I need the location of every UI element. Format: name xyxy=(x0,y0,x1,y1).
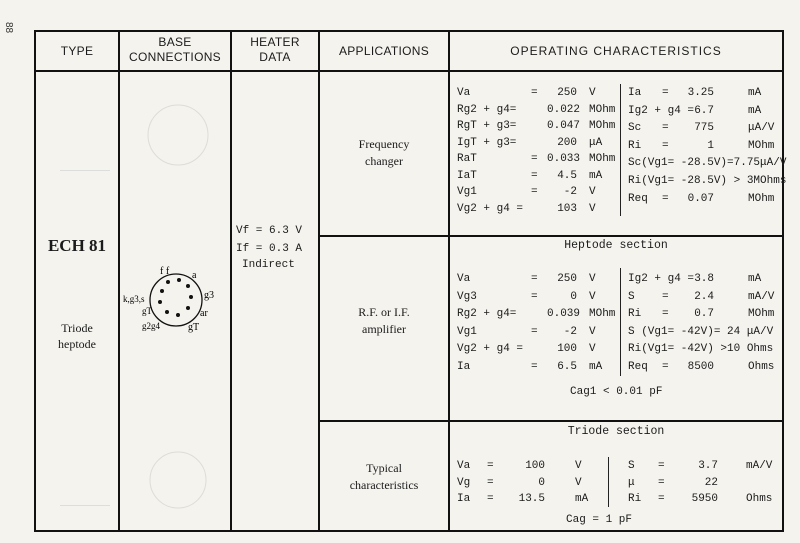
param-eq: = xyxy=(531,169,538,182)
param-eq: = xyxy=(658,493,665,505)
param-eq: = xyxy=(531,186,538,198)
pin-label-top-right: a xyxy=(192,270,197,281)
param-label: RaT xyxy=(457,153,477,165)
pin-dot xyxy=(165,310,169,314)
param-label: Rg2 + g4= xyxy=(457,103,517,116)
pin-dot xyxy=(186,284,190,288)
pin-label-bottom-right: gT xyxy=(188,322,200,333)
param-label: Rg2 + g4= xyxy=(457,308,517,320)
param-label: Vg2 + g4 = xyxy=(457,343,524,355)
param-unit: V xyxy=(589,202,596,215)
header-base-connections: BASE CONNECTIONS xyxy=(129,35,221,64)
param-label: S xyxy=(628,290,635,303)
param-eq: = xyxy=(487,476,494,489)
param-label: IgT + g3= xyxy=(457,136,517,149)
param-eq: = xyxy=(662,122,669,135)
heptode-section-title: Heptode section xyxy=(564,239,668,252)
param-unit: MOhm xyxy=(589,120,616,132)
param-value: 0 xyxy=(570,290,577,303)
param-label: Sc(Vg1= -28.5V)=7.75μA/V xyxy=(628,157,787,170)
param-value: 0 xyxy=(538,476,545,489)
param-unit: Ohms xyxy=(748,360,775,373)
param-label: Ri xyxy=(628,139,642,152)
param-value: 22 xyxy=(704,476,718,489)
param-unit: mA xyxy=(748,104,762,117)
param-value: 200 xyxy=(557,136,577,149)
application-frequency-changer: Frequency changer xyxy=(358,137,410,168)
param-label: Ri xyxy=(628,493,642,505)
param-label: Req xyxy=(628,360,648,373)
param-eq: = xyxy=(662,192,669,205)
param-eq: = xyxy=(662,139,669,152)
param-unit: V xyxy=(589,186,596,198)
param-label: Ri xyxy=(628,308,642,320)
param-value: 0.033 xyxy=(547,153,581,165)
header-heater-data: HEATER DATA xyxy=(250,35,300,64)
param-label: Vg1 xyxy=(457,325,477,338)
param-value: 0.022 xyxy=(547,103,581,116)
param-eq: = xyxy=(662,360,669,373)
pin-dot xyxy=(160,289,164,293)
param-value: 13.5 xyxy=(518,493,545,505)
heater-vf: Vf = 6.3 V xyxy=(236,225,303,237)
param-label: Ia xyxy=(457,493,471,505)
param-value: 4.5 xyxy=(557,169,577,182)
param-eq: = xyxy=(531,153,538,165)
param-eq: = xyxy=(531,87,538,99)
param-unit: V xyxy=(575,476,582,489)
param-unit: V xyxy=(589,87,596,99)
param-unit: MOhm xyxy=(589,308,616,320)
param-label: Va xyxy=(457,273,471,285)
pin-label-left-mid: gT xyxy=(142,306,152,316)
param-label: Va xyxy=(457,460,471,472)
param-label: Vg3 xyxy=(457,290,477,303)
base-circle xyxy=(150,274,202,326)
param-value: 6.5 xyxy=(557,360,577,373)
param-value: 0.039 xyxy=(547,308,581,320)
application-typical-characteristics: Typical characteristics xyxy=(349,461,419,492)
param-label: Va xyxy=(457,87,471,99)
param-label: Vg xyxy=(457,476,471,489)
param-value: 0.7 xyxy=(694,308,714,320)
param-label: S (Vg1= -42V)= 24 μA/V xyxy=(628,325,774,338)
param-label: Ia xyxy=(628,87,642,99)
param-eq: = xyxy=(658,476,665,489)
param-eq: = xyxy=(531,325,538,338)
tube-description: Triode heptode xyxy=(58,321,96,351)
param-value: 6.7 xyxy=(694,104,714,117)
param-value: 100 xyxy=(557,343,577,355)
param-unit: mA xyxy=(589,360,603,373)
param-value: 0.07 xyxy=(687,192,714,205)
pin-dot xyxy=(186,306,190,310)
param-unit: V xyxy=(589,325,596,338)
param-label: Vg1 xyxy=(457,186,477,198)
param-unit: mA xyxy=(589,169,603,182)
param-label: Ri(Vg1= -42V) >10 Ohms xyxy=(628,343,774,355)
param-label: IaT xyxy=(457,169,477,182)
param-unit: μA xyxy=(589,136,603,149)
param-unit: V xyxy=(589,290,596,303)
param-label: Ia xyxy=(457,360,471,373)
param-label: Ig2 + g4 = xyxy=(628,104,695,117)
param-value: 3.7 xyxy=(698,460,718,472)
param-value: 2.4 xyxy=(694,290,714,303)
param-unit: MOhm xyxy=(748,308,775,320)
param-label: Req xyxy=(628,192,648,205)
param-unit: MOhm xyxy=(748,192,775,205)
param-value: 0.047 xyxy=(547,120,581,132)
param-value: -2 xyxy=(563,186,577,198)
param-label: Vg2 + g4 = xyxy=(457,202,524,215)
param-eq: = xyxy=(531,290,538,303)
header-type: TYPE xyxy=(60,44,94,58)
pin-dot xyxy=(177,278,181,282)
param-value: 103 xyxy=(557,202,577,215)
application-rf-if-amplifier: R.F. or I.F. amplifier xyxy=(358,305,410,336)
param-eq: = xyxy=(487,493,494,505)
param-value: 3.8 xyxy=(694,273,714,285)
pin-label-top: f f xyxy=(160,266,170,277)
bleed-through-mark xyxy=(60,485,110,506)
bleed-through-circle xyxy=(138,440,218,520)
pin-label-right-bottom: ar xyxy=(200,308,208,319)
param-unit: mA/V xyxy=(746,460,773,472)
header-applications: APPLICATIONS xyxy=(338,44,430,58)
param-unit: μA/V xyxy=(748,122,775,135)
param-eq: = xyxy=(662,308,669,320)
tube-type: ECH 81 xyxy=(47,236,107,255)
param-value: 5950 xyxy=(691,493,718,505)
param-unit: MOhm xyxy=(748,139,775,152)
param-unit: V xyxy=(589,273,596,285)
param-unit: Ohms xyxy=(746,493,773,505)
bleed-through-circle xyxy=(138,95,218,175)
param-value: 3.25 xyxy=(687,87,714,99)
pin-dot xyxy=(176,313,180,317)
param-unit: V xyxy=(575,460,582,472)
heptode-cag1-note: Cag1 < 0.01 pF xyxy=(570,386,663,398)
param-value: 775 xyxy=(694,122,714,135)
heater-type: Indirect xyxy=(242,259,295,271)
param-unit: mA xyxy=(575,493,589,505)
triode-section-title: Triode section xyxy=(567,425,665,438)
param-value: 250 xyxy=(557,87,577,99)
page-number: 88 xyxy=(3,21,15,34)
param-value: 100 xyxy=(525,460,545,472)
param-eq: = xyxy=(531,360,538,373)
param-unit: V xyxy=(589,343,596,355)
param-unit: mA xyxy=(748,273,762,285)
heater-if: If = 0.3 A xyxy=(236,243,303,255)
param-eq: = xyxy=(658,460,665,472)
param-value: 8500 xyxy=(687,360,714,373)
param-value: 1 xyxy=(707,139,714,152)
pin-label-left-top: k,g3,s xyxy=(123,294,145,304)
param-value: -2 xyxy=(563,325,577,338)
param-label: Sc xyxy=(628,122,642,135)
param-unit: MOhm xyxy=(589,153,616,165)
param-label: S xyxy=(628,460,635,472)
triode-cag-note: Cag = 1 pF xyxy=(566,514,633,526)
pin-dot xyxy=(189,295,193,299)
base-pin-diagram xyxy=(122,264,230,340)
param-label: Ri(Vg1= -28.5V) > 3MOhms xyxy=(628,175,787,187)
pin-label-right-top: g3 xyxy=(204,290,214,301)
header-operating-characteristics: OPERATING CHARACTERISTICS xyxy=(510,44,722,58)
param-eq: = xyxy=(531,273,538,285)
param-eq: = xyxy=(662,87,669,99)
pin-dot xyxy=(158,300,162,304)
bleed-through-mark xyxy=(60,150,110,171)
param-unit: mA/V xyxy=(748,290,775,303)
pin-dot xyxy=(166,280,170,284)
pin-label-bottom-left: g2g4 xyxy=(142,321,160,331)
param-label: Ig2 + g4 = xyxy=(628,273,695,285)
param-label: RgT + g3= xyxy=(457,120,517,132)
param-eq: = xyxy=(487,460,494,472)
param-label: μ xyxy=(628,476,635,489)
param-unit: MOhm xyxy=(589,103,616,116)
param-eq: = xyxy=(662,290,669,303)
param-value: 250 xyxy=(557,273,577,285)
param-unit: mA xyxy=(748,87,762,99)
